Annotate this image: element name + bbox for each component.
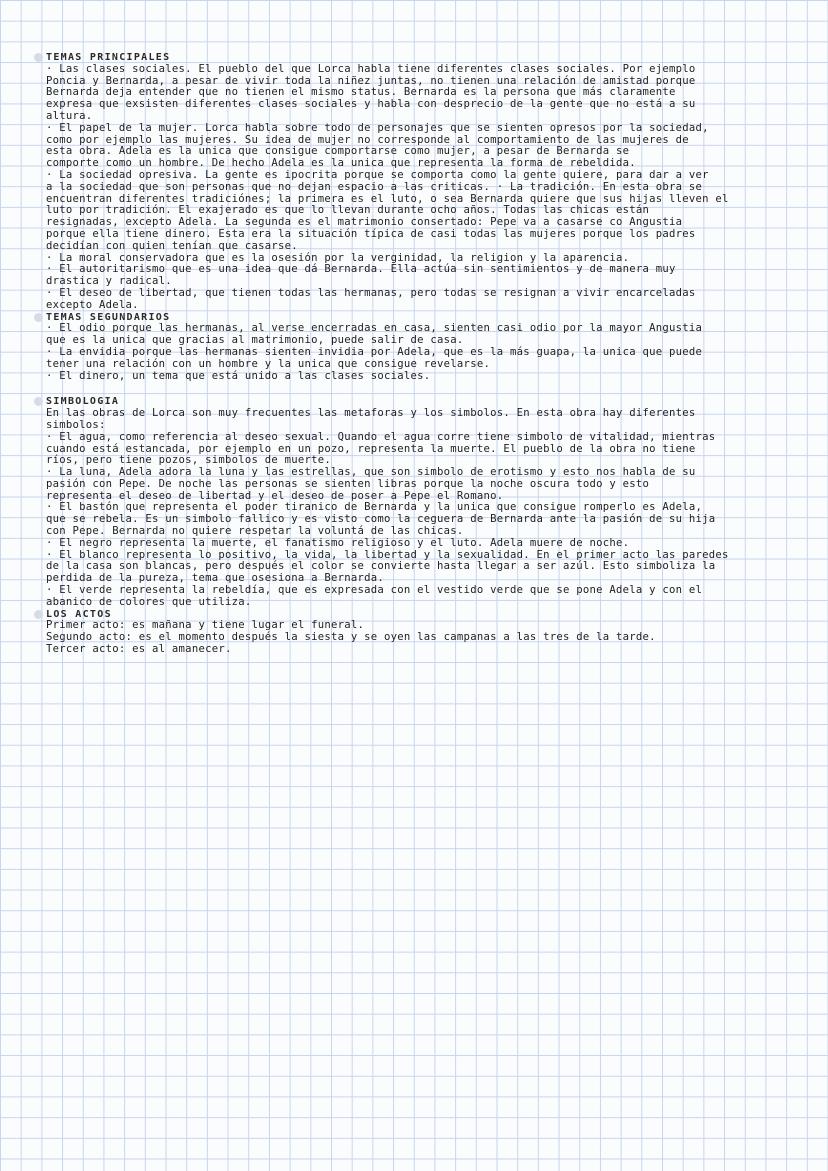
text-line: encuentran diferentes tradiciónes; la primera es el luto, o sea Bernarda quiere que sus hijas lleven el <box>46 192 729 205</box>
text-line: simbolos: <box>46 418 106 431</box>
text-line: · El blanco representa lo positivo, la vida, la libertad y la sexualidad. En el primer acto las paredes <box>46 548 729 561</box>
text-line: Poncia y Bernarda, a pesar de vivir toda la niñez juntas, no tienen una relación de amistad porque <box>46 74 696 87</box>
bullet-dot-icon <box>34 397 43 406</box>
text-line: · El bastón que representa el poder tiranico de Bernarda y la unica que consigue romperlo es Adela, <box>46 501 703 514</box>
text-line: abanico de colores que utiliza. <box>46 595 252 608</box>
text-line: comporte como un hombre. De hecho Adela es la unica que representa la forma de rebeldida. <box>46 157 636 170</box>
text-line: esta obra. Adela es la unica que consigue comportarse como mujer, a pesar de Bernarda se <box>46 145 630 158</box>
heading-temas-segundarios <box>46 312 798 324</box>
text-line: drastica y radical. <box>46 275 172 288</box>
heading-text: LOS ACTOS <box>46 608 112 620</box>
section-simbologia <box>46 408 798 609</box>
text-line: porque ella tiene dinero. Esta era la situación típica de casi todas las mujeres porque los padres <box>46 227 696 240</box>
text-line: · El verde representa la rebeldía, que es expresada con el vestido verde que se pone Adela y con el <box>46 584 703 597</box>
text-line: de la casa son blancas, pero después el color se convierte hasta llegar a ser azúl. Esto simboliza la <box>46 560 716 573</box>
section-temas-principales <box>46 64 798 312</box>
text-line: como por ejemplo las mujeres. Su idea de mujer no corresponde al comportamiento de las mujeres de <box>46 133 689 146</box>
text-line: resignadas, excepto Adela. La segunda es el matrimonio consertado: Pepe va a casarse co Angustia <box>46 216 683 229</box>
section-temas-segundarios <box>46 323 798 382</box>
heading-text: TEMAS PRINCIPALES <box>46 52 171 63</box>
heading-los-actos <box>46 609 798 621</box>
text-line: tener una relación con un hombre y la unica que consigue revelarse. <box>46 357 491 370</box>
text-line: que se rebela. Es un simbolo fallico y es visto como la ceguera de Bernarda ante la pasión de su hija <box>46 513 716 526</box>
text-line: · El dinero, un tema que está unido a las clases sociales. <box>46 369 431 382</box>
text-line: · El odio porque las hermanas, al verse encerradas en casa, sienten casi odio por la mayor Angustia <box>46 322 703 335</box>
text-line: Bernarda deja entender que no tienen el mismo status. Bernarda es la persona que más claramente <box>46 86 676 99</box>
text-line: luto por tradición. El exajerado es que lo llevan durante ocho años. Todas las chicas están <box>46 204 650 217</box>
text-line: · La envidia porque las hermanas sienten invidia por Adela, que es la más guapa, la unica que puede <box>46 345 703 358</box>
text-line: excepto Adela. <box>46 298 139 311</box>
text-line: decidían con quien tenían que casarse. <box>46 239 298 252</box>
heading-temas-principales <box>46 52 798 64</box>
text-line: altura. <box>46 109 93 122</box>
text-line: cuando está estancada, por ejemplo en un pozo, representa la muerte. El pueblo de la obra no tiene <box>46 442 696 455</box>
text-line: expresa que exsisten diferentes clases sociales y habla con desprecio de la gente que no está a su <box>46 98 696 111</box>
text-line: perdida de la pureza, tema que osesiona a Bernarda. <box>46 572 385 585</box>
text-line: · El agua, como referencia al deseo sexual. Quando el agua corre tiene simbolo de vitalidad, mientras <box>46 430 716 443</box>
text-line: Tercer acto: es al amanecer. <box>46 643 232 656</box>
text-line: pasión con Pepe. De noche las personas se sienten libras porque la noche oscura todo y esto <box>46 477 650 490</box>
bullet-dot-icon <box>34 313 43 322</box>
text-line: representa el deseo de libertad y el deseo de poser a Pepe el Romano. <box>46 489 504 502</box>
text-line: · El deseo de libertad, que tienen todas las hermanas, pero todas se resignan a vivir encarceladas <box>46 286 696 299</box>
text-line: · La moral conservadora que es la osesión por la verginidad, la religion y la aparencia. <box>46 251 630 264</box>
text-line: a la sociedad que son personas que no dejan espacio a las criticas. · La tradición. En esta obra se <box>46 180 703 193</box>
text-line: con Pepe. Bernarda no quiere respetar la voluntá de las chicas. <box>46 525 464 538</box>
text-line: · La luna, Adela adora la luna y las estrellas, que son simbolo de erotismo y esto nos habla de su <box>46 466 696 479</box>
heading-simbologia <box>46 396 798 408</box>
text-line: · El papel de la mujer. Lorca habla sobre todo de personajes que se sienten opresos por la sociedad, <box>46 121 709 134</box>
bullet-dot-icon <box>34 53 43 62</box>
notes-page <box>46 52 798 656</box>
text-line: En las obras de Lorca son muy frecuentes las metaforas y los simbolos. En esta obra hay diferentes <box>46 407 696 420</box>
bullet-dot-icon <box>34 610 43 619</box>
text-line: que es la unica que gracias al matrimonio, puede salir de casa. <box>46 334 464 347</box>
text-line: · La sociedad opresiva. La gente es ipocrita porque se comporta como la gente quiere, para dar a ver <box>46 168 709 181</box>
section-los-actos <box>46 620 798 655</box>
heading-text: TEMAS SEGUNDARIOS <box>46 311 171 323</box>
text-line: · Las clases sociales. El pueblo del que Lorca habla tiene diferentes clases sociales. Por ejemplo <box>46 62 696 75</box>
text-line: Segundo acto: es el momento después la siesta y se oyen las campanas a las tres de la tarde. <box>46 631 656 644</box>
text-line: · El autoritarismo que es una idea que dá Bernarda. Ella actúa sin sentimientos y de manera muy <box>46 263 676 276</box>
text-line: ríos, pero tiene pozos, simbolos de muerte. <box>46 454 332 467</box>
text-line: Primer acto: es mañana y tiene lugar el funeral. <box>46 619 365 632</box>
text-line: · El negro representa la muerte, el fanatismo religioso y el luto. Adela muere de noche. <box>46 536 630 549</box>
heading-text: SIMBOLOGIA <box>46 396 120 408</box>
